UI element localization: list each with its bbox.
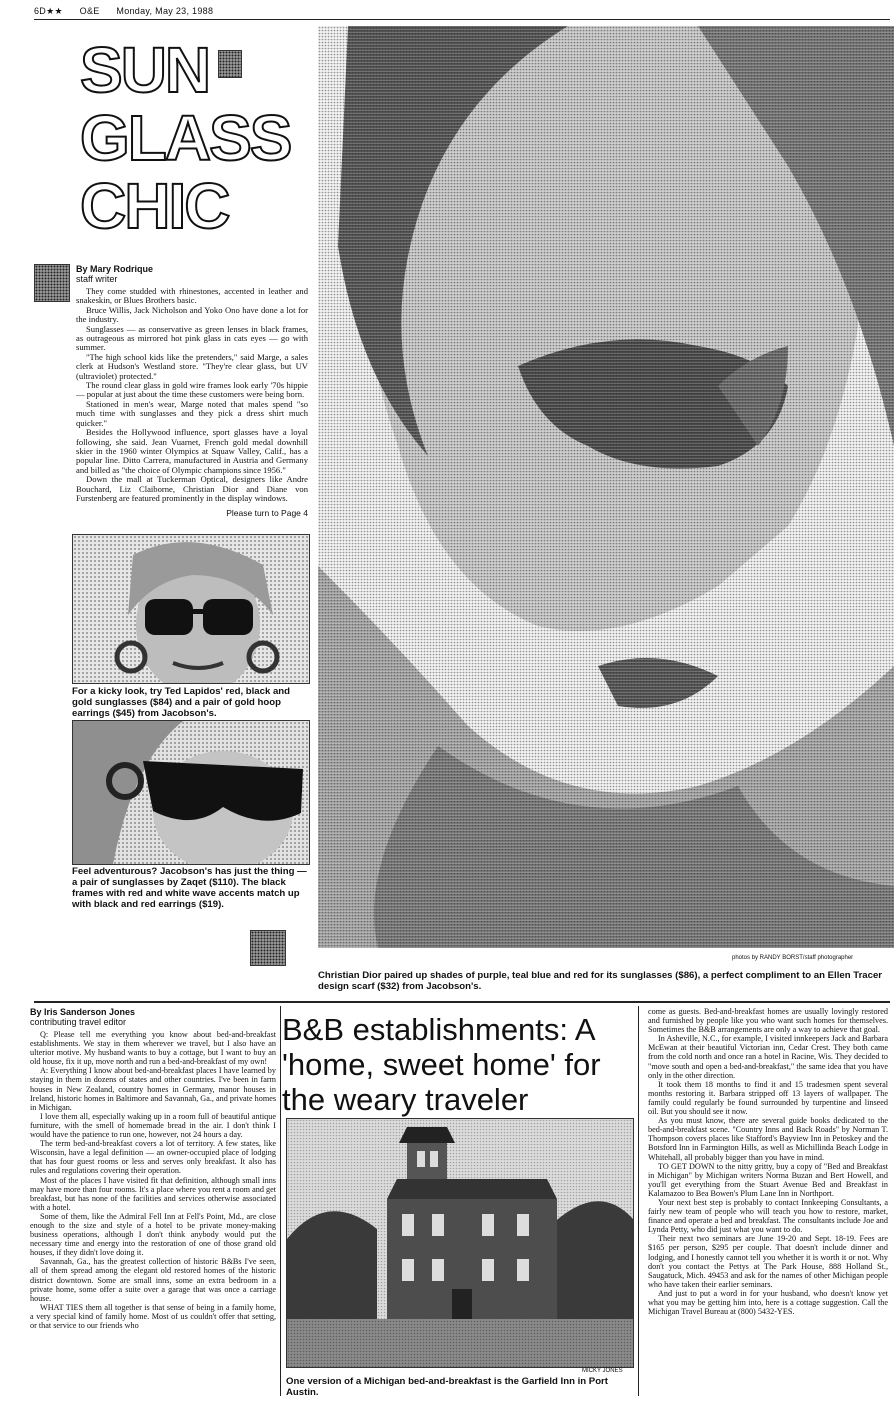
paragraph: come as guests. Bed-and-breakfast homes are usually lovingly restored and furnished by people like you who want such homes for themselves. Sometimes the B&B arrangements are only a way to achieve that goal. [648, 1007, 888, 1035]
main-photo-credit: photos by RANDY BORST/staff photographer [732, 955, 854, 961]
travel-byline-name: By Iris Sanderson Jones [30, 1007, 136, 1017]
paragraph: Sunglasses — as conservative as green lenses in black frames, as outrageous as mirrored hot pink glass in cats eyes — go with summer. [76, 323, 308, 353]
byline-mug-icon [34, 264, 70, 302]
paragraph: Most of the places I have visited fit that definition, although small inns may have more than four rooms. It's a place where you rent a room and get breakfast, but has none of the facilities and services otherwise associated with a hotel. [30, 1175, 276, 1212]
issue-date: Monday, May 23, 1988 [116, 6, 214, 16]
paragraph: I love them all, especially waking up in a room full of beautiful antique furniture, with the smell of homemade bread in the air. I don't think I would have the patience to run one, however, not 24 hours a day. [30, 1111, 276, 1140]
paragraph: It took them 18 months to find it and 15 tradesmen spent several months restoring it. Barbara stripped off 13 layers of wallpaper. The family could regularly be found surrounded by turpentine and linseed oil. But you should see it now. [648, 1079, 888, 1117]
travel-right-column [648, 1007, 888, 1395]
folio-rule [34, 19, 890, 20]
feature-headline [80, 36, 320, 240]
photo-1-image [73, 535, 309, 683]
column-rule-left [280, 1006, 281, 1396]
paragraph: WHAT TIES them all together is that sense of being in a family home, a very special kind of family home. Most of us couldn't offer that setting, or that service to our friends who [30, 1302, 276, 1330]
paragraph: "The high school kids like the pretenders," said Marge, a sales clerk at Hudson's Westland store. "They're clear glass, but UV (ultraviolet) protected." [76, 351, 308, 381]
paragraph: The term bed-and-breakfast covers a lot of territory. A few states, like Wisconsin, have a legal definition — an owner-occupied place of lodging that has four guest rooms or less and serves only breakfast. It also has rules and regulations covering their operation. [30, 1139, 276, 1176]
paragraph: And just to put a word in for your husband, who doesn't know yet what you may be getting him into, here is a cottage suggestion. Call the Michigan Travel Bureau at (800) 5432-YES. [648, 1288, 888, 1317]
main-photo [318, 26, 894, 948]
travel-photo-caption: One version of a Michigan bed-and-breakfast is the Garfield Inn in Port Austin. [286, 1376, 608, 1398]
logo-box-icon [218, 50, 242, 78]
folio [34, 6, 227, 17]
headline-line-1: SUN [80, 34, 210, 106]
end-mark-icon [250, 930, 286, 966]
garfield-inn-photo [286, 1118, 634, 1368]
paragraph: As you must know, there are several guide books dedicated to the bed-and-breakfast scene. "Country Inns and Back Roads" by Norman T. Thompson covers places like Stafford's Bayview Inn in Petoskey and the Botsford Inn in Farmington Hills, as well as Michillinda Beach Lodge in Whitehall, all probably bigger than you have in mind. [648, 1116, 888, 1162]
paragraph: Besides the Hollywood influence, sport glasses have a loyal following, she said. Jean Vuarnet, French gold medal downhill skier in the 1960 winter Olympics at Squaw Valley, Calif., has a popular line. Ditto Carrera, manufactured in Austria and Germany and billed as "the choice of Olympic champions since 1956." [76, 427, 308, 475]
photo-2-caption: Feel adventurous? Jacobson's has just the thing — a pair of sunglasses by Zaqet ($110). The black frames with red and white wave accents match up with black and red earrings ($19). [72, 866, 307, 910]
paragraph: Your next best step is probably to contact Innkeeping Consultants, a fairly new team of people who will teach you how to restore, market, finance and operate a bed and breakfast. The consultants include Joe and Lynda Petty, who did just what you want to do. [648, 1197, 888, 1235]
paragraph: Stationed in men's wear, Marge noted that males spend "so much time with sunglasses and they pick a dress shirt much quicker." [76, 398, 308, 428]
paragraph: Some of them, like the Admiral Fell Inn at Fell's Point, Md., are close enough to the size and style of a hotel to be private money-making business operations, although I don't think anybody would put the necessary time and energy into the restoration of one of those grand old houses, if they didn't love doing it. [30, 1211, 276, 1258]
photo-sunglasses-2 [72, 720, 310, 865]
travel-photo-credit: MICKY JONES [582, 1368, 623, 1374]
byline-title: staff writer [76, 274, 118, 284]
garfield-inn-image [287, 1119, 633, 1367]
main-photo-caption: Christian Dior paired up shades of purple, teal blue and red for its sunglasses ($86), a perfect compliment to an Ellen Tracer design scarf ($32) from Jacobson's. [318, 970, 883, 992]
feature-body [76, 287, 308, 507]
paragraph: The round clear glass in gold wire frames look early '70s hippie — popular at just about the time these customers were being born. [76, 380, 308, 400]
paragraph: In Asheville, N.C., for example, I visited innkeepers Jack and Barbara McEwan at their beautiful Victorian inn, Cedar Crest. They both came from the cold north and once ran a hotel in Racine, Wis. They decided to "move south and open a bed-and-breakfast," the same idea that you have only in the other direction. [648, 1034, 888, 1080]
main-photo-image [318, 26, 894, 948]
page-number: 6D★★ [34, 6, 63, 16]
section-name: O&E [79, 6, 100, 16]
travel-byline-title: contributing travel editor [30, 1017, 127, 1027]
section-divider [34, 1001, 890, 1003]
column-rule-right [638, 1006, 639, 1396]
paragraph: They come studded with rhinestones, accented in leather and snakeskin, or Blues Brothers basic. [76, 287, 308, 306]
paragraph: TO GET DOWN to the nitty gritty, buy a copy of "Bed and Breakfast in Michigan" by Michigan writers Norma Buzan and Bert Howell, and you'll get everything from the Stuart Avenue Bed and Breakfast in Kalamazoo to Bea Bowen's Plum Lane Inn in Northport. [648, 1161, 888, 1198]
travel-left-column [30, 1030, 276, 1398]
paragraph: A: Everything I know about bed-and-breakfast places I have learned by staying in them in dozens of states and other countries. I've been in farm houses in New Zealand, country homes in Germany, manor houses in Ireland, historic homes in Baltimore and Savannah, Ga., and private homes in Michigan. [30, 1066, 276, 1112]
paragraph: Bruce Willis, Jack Nicholson and Yoko Ono have done a lot for the industry. [76, 304, 308, 325]
travel-headline: B&B establishments: A 'home, sweet home' for the weary traveler [282, 1012, 601, 1117]
photo-1-caption: For a kicky look, try Ted Lapidos' red, black and gold sunglasses ($84) and a pair of gold hoop earrings ($45) from Jacobson's. [72, 686, 291, 719]
jump-line: Please turn to Page 4 [226, 508, 308, 518]
photo-2-image [73, 721, 309, 864]
headline-line-3: CHIC [80, 170, 229, 242]
headline-line-2: GLASS [80, 102, 291, 174]
byline-name: By Mary Rodrique [76, 264, 154, 274]
travel-byline [30, 1007, 135, 1027]
paragraph: Savannah, Ga., has the greatest collection of historic B&Bs I've seen, all of them spread among the elegant old restored homes of the historic district downtown. Some are small inns, some an extra bedroom in a private home, some offer a suite over a garage that was once a carriage house. [30, 1257, 276, 1303]
feature-byline [76, 264, 153, 284]
photo-sunglasses-1 [72, 534, 310, 684]
paragraph: Their next two seminars are June 19-20 and Sept. 18-19. Fees are $165 per person, $295 per couple. That doesn't include dinner and lodging, and I honestly cannot tell you whether it is worth it or not. Why don't you contact the Pettys at The Park House, 888 Holland St., Saugatuck, Mich. 49453 and ask for the names of other Michigan people who have taken their earlier seminars. [648, 1234, 888, 1289]
paragraph: Q: Please tell me everything you know about bed-and-breakfast establishments. We stay in them wherever we travel, but I also have an ulterior motive. My husband wants to buy a cottage, but I want to buy an old house, fix it up, move north and run a bed-and-breakfast of my own! [30, 1030, 276, 1067]
paragraph: Down the mall at Tuckerman Optical, designers like Andre Bouchard, Liz Claiborne, Christian Dior and Diane von Furstenberg are featured prominently in the display windows. [76, 474, 308, 503]
